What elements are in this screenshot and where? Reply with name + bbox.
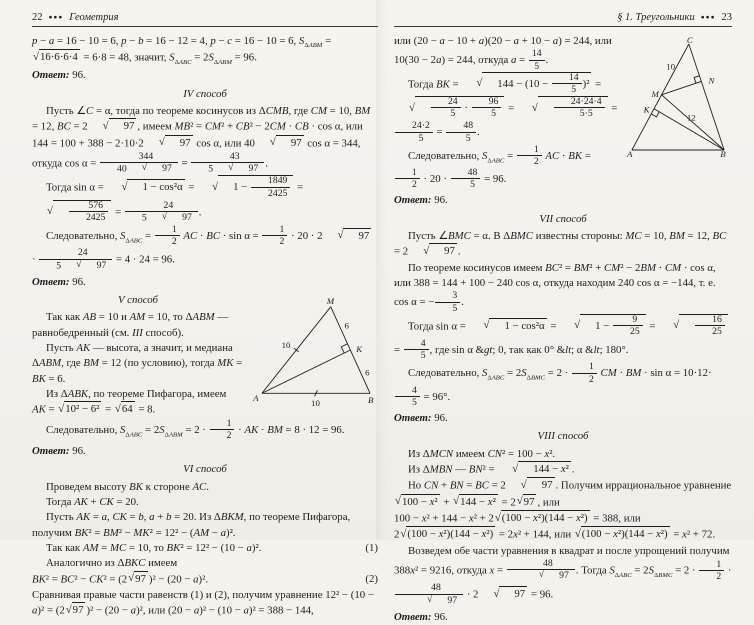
page-number: 22 (32, 12, 43, 23)
text-paragraph: Пусть ∠C = α, тогда по теореме косинусов из ΔCMB, где CM = 10, BM = 12, BC = 2 √ 97 , имеем MB² = CM² + CB² − 2CM · CB · cos α, или 144 = 100 + 388 − 2·10·2 √ 97 cos α, или 40 √ 97 cos α = 344, откуда cos α = 344 40 √ 97 = 43 5 √ 97 . (32, 105, 371, 175)
text-paragraph: Из ΔMCN имеем CN² = 100 − x². (408, 447, 556, 460)
header-ornament: ●●● (700, 14, 716, 21)
vertex-label-k: K (356, 344, 363, 355)
answer-line (32, 275, 378, 290)
vertex-label-c: C (686, 35, 693, 46)
equation-text: BK² = BC² − CK² = (2 √ 97 )² − (20 − a)². (32, 572, 209, 586)
method-heading: V способ (118, 294, 158, 307)
text-paragraph: Тогда sin α = √ 1 − cos²α = √ 1 − $\frac{1849}{2425}$ = √ $\frac{576}{2425}$ = 24 5 √ 97 . (46, 175, 304, 224)
text-paragraph: Пусть AK = a, CK = b, a + b = 20. Из ΔBKM, по теореме Пифагора, получим BK² = BM² − MK² = 12² − (AM − a)². (32, 511, 351, 539)
text-paragraph: Пусть AK — высота, а значит, и медиана ΔABM, где BM = 12 (по условию), тогда MK = BK = 6. (32, 342, 243, 385)
answer-value: 96. (434, 194, 448, 207)
method-heading: VII способ (539, 212, 587, 225)
answer-line (394, 610, 732, 625)
answer-value: 96. (72, 275, 86, 288)
length-label-ab: 10 (311, 398, 320, 409)
vertex-label-a: A (253, 393, 259, 404)
text-paragraph: Сравнивая правые части равенств (1) и (2), получим уравнение 12² − (10 − a)² = (2 √ 97 )² − (20 − a)², или (20 − a)² − (10 − a)² = 388 − 144, (32, 588, 374, 617)
length-label-am: 10 (281, 340, 291, 351)
answer-label: Ответ: (394, 610, 432, 623)
header-ornament: ●●● (48, 14, 64, 21)
method-heading: IV способ (183, 87, 227, 100)
vertex-label-k: K (643, 104, 650, 115)
equation-number: (2) (365, 573, 378, 586)
vertex-label-b: B (368, 395, 374, 406)
answer-line (32, 68, 378, 83)
text-paragraph: Следовательно, $S_{\Delta ABC} = 2S_{\Delta BMC} = 2$ · $\frac{1}{2}$ CM · BM · sin α = 10·12· $\frac{4}{5}$ = 96°. (394, 362, 732, 409)
length-label-mk: 6 (344, 320, 349, 331)
page-body-right (394, 27, 732, 625)
text-paragraph: Но CN + BN = BC = 2 √ 97 . Получим иррациональное уравнение (408, 479, 732, 493)
page-number: 23 (721, 12, 732, 23)
vertex-label-m: M (651, 89, 659, 100)
method-heading: VI способ (183, 463, 227, 476)
display-equation: 100 − x² + 144 − x² + 2 √ (100 − x²)(144 − x²) = 388, или (394, 511, 641, 525)
length-label-cm: 10 (666, 61, 676, 72)
text-paragraph: Аналогично из ΔBKC имеем (46, 557, 178, 570)
numbered-equation (32, 572, 378, 588)
answer-label: Ответ: (394, 194, 432, 207)
answer-label: Ответ: (32, 445, 70, 458)
answer-line (32, 444, 378, 459)
text-paragraph: Следовательно, $S_{\Delta ABC}$ = $\frac{1}{2}$ AC · BC · sin α = $\frac{1}{2}$ · 20 · 2 √ 97 · 24 5 √ 97 = 4 · 24 = 96. (32, 224, 370, 271)
text-paragraph: Следовательно, $S_{\Delta ABC} = 2S_{\Delta ABM} = 2$ · $\frac{1}{2}$ · AK · BM = 8 · 12 = 96. (46, 417, 345, 441)
text-paragraph: Из ΔMBN — BN² = √ 144 − x² . (408, 462, 575, 476)
length-label-mb: 12 (686, 112, 696, 123)
text-paragraph: Так как AB = 10 и AM = 10, то ΔABM — равнобедренный (см. III способ). (32, 311, 229, 339)
page-left (32, 0, 378, 617)
page-right (394, 0, 732, 623)
answer-label: Ответ: (32, 275, 70, 288)
text-paragraph: или (20 − a − 10 + a)(20 − a + 10 − a) = 244, или 10(30 − 2a) = 244, откуда a = $\frac{14}{5}$ . (394, 35, 612, 72)
numbered-equation (32, 541, 378, 556)
text-paragraph: Следовательно, $S_{\Delta ABC}$ = $\frac{1}{2}$ AC · BK = $\frac{1}{2}$ · 20 · $\frac{48}{5}$ = 96. (394, 145, 732, 192)
answer-value: 96. (434, 412, 448, 425)
length-label-kb: 6 (365, 367, 370, 378)
running-title: Геометрия (69, 12, 119, 23)
page-header-right (394, 0, 732, 27)
text-paragraph: Возведем обе части уравнения в квадрат и после упрощений получим 388x² = 9216, откуда x = 48 √ 97 . Тогда $S_{\Delta ABC} = 2S_{\Delta BMC} = 2$ · $\frac{1}{2}$ · 48 √ 97 · 2 √ 97 = 96. (394, 544, 732, 606)
vertex-label-a: A (626, 148, 633, 159)
text-paragraph: Тогда sin α = √ 1 − cos²α = √ 1 − $\frac{9}{25}$ = √ $\frac{16}{25}$ = $\frac{4}{5}$ , где sin α &gt; 0, так как 0° &lt; α &lt; 180°. (394, 315, 732, 363)
vertex-label-m: M (326, 295, 335, 306)
answer-line (394, 411, 732, 426)
answer-line (394, 193, 732, 208)
answer-value: 96. (434, 610, 448, 623)
vertex-label-n: N (708, 75, 715, 86)
answer-value: 96. (72, 69, 86, 82)
figure-triangle-abc (626, 36, 732, 158)
text-paragraph: Тогда AK + CK = 20. (46, 496, 139, 509)
answer-label: Ответ: (32, 69, 70, 82)
display-equation: √ 100 − x² + √ 144 − x² = 2 √ 97 , или (395, 495, 560, 509)
page-header-left (32, 0, 378, 27)
text-paragraph: Пусть ∠BMC = α. В ΔBMC известны стороны: MC = 10, BM = 12, BC = 2 √ 97 . (394, 230, 727, 259)
text-paragraph: По теореме косинусов имеем BC² = BM² + CM² − 2BM · CM · cos α, или 388 = 144 + 100 − 240 cos α, откуда находим 240 cos α = −144, т. е. cos α = − $\frac{3}{5}$ . (394, 261, 716, 314)
answer-label: Ответ: (394, 412, 432, 425)
display-equation: p − a = 16 − 10 = 6, p − b = 16 − 12 = 4, p − c = 16 − 10 = 6, $S_{\Delta ABM}$ = √ 16·6·6·4 = 6·8 = 48, значит, $S_{\Delta ABC} = 2S_{\Delta ABM} = 96$. (32, 35, 332, 66)
equation-text: Так как AM = MC = 10, то BK² = 12² − (10 − a)². (46, 542, 262, 554)
page-body-left (32, 27, 378, 620)
text-paragraph: Проведем высоту BK к стороне AC. (46, 480, 209, 493)
vertex-label-b: B (720, 148, 726, 159)
display-equation: 2 √ (100 − x²)(144 − x²) = 2x² + 144, или √ (100 − x²)(144 − x²) = x² + 72. (394, 528, 716, 542)
display-equation: AK = √ 10² − 6² = √ 64 = 8. (32, 403, 156, 417)
answer-value: 96. (72, 445, 86, 458)
text-paragraph: Тогда BK = √ 144 − (10 − $\frac{14}{5}$ )² = √ $\frac{24}{5}$ · $\frac{96}{5}$ = √ $\frac{24\cdot 24\cdot 4}{5\cdot 5}$ = $\frac{24\cdot 2}{5}$ = $\frac{48}{5}$ . (394, 73, 732, 145)
method-heading: VIII способ (537, 430, 589, 443)
figure-triangle-abm (252, 295, 378, 409)
text-paragraph: Из ΔABK, по теореме Пифагора, имеем (46, 388, 227, 401)
equation-number: (1) (365, 542, 378, 554)
running-title: § 1. Треугольники (617, 12, 695, 23)
